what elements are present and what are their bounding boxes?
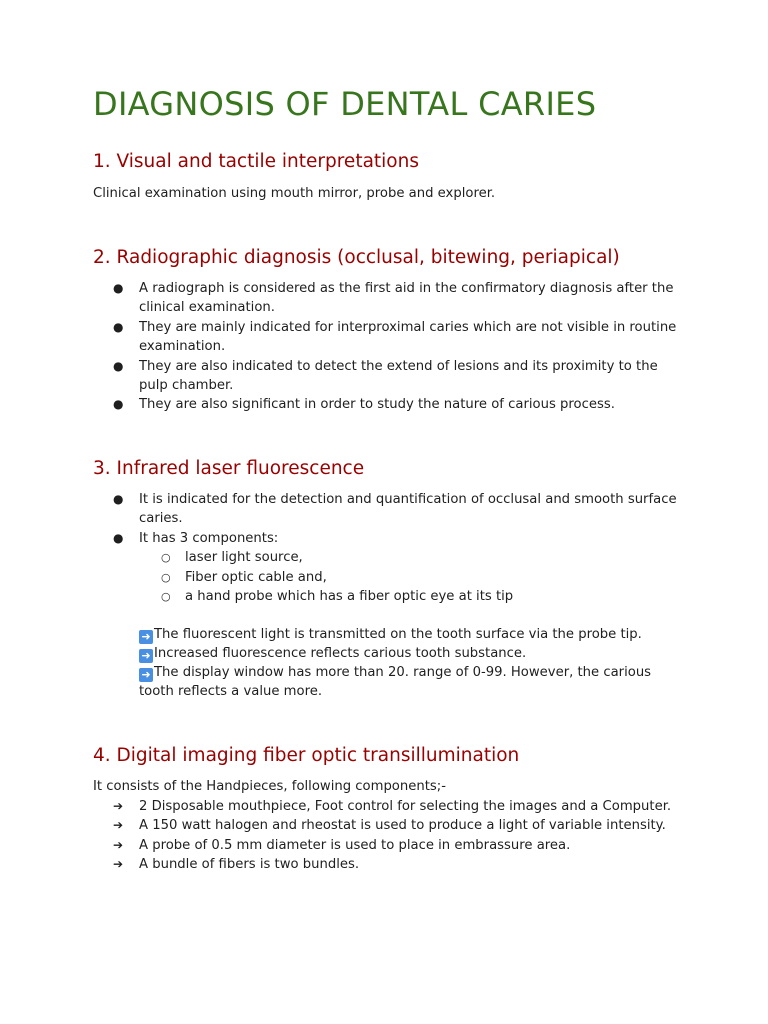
- right-arrow-emoji-icon: ➜: [139, 649, 153, 663]
- hollow-bullet-icon: ○: [161, 551, 171, 565]
- section-heading-visual-tactile: 1. Visual and tactile interpretations: [93, 151, 419, 172]
- arrow-bullet-list: [93, 797, 683, 875]
- bullet-icon: ●: [113, 530, 124, 545]
- right-arrow-emoji-icon: ➜: [139, 630, 153, 644]
- sub-list-item: ○ laser light source,: [139, 548, 683, 567]
- list-item: ➔ A probe of 0.5 mm diameter is used to place in embrassure area.: [93, 836, 683, 855]
- list-item: ● They are also significant in order to study the nature of carious process.: [93, 395, 683, 414]
- sub-bullet-list: [139, 548, 683, 606]
- bullet-icon: ●: [113, 397, 124, 412]
- sub-list-item: ○ a hand probe which has a fiber optic eye at its tip: [139, 587, 683, 606]
- list-item: ➔ A 150 watt halogen and rheostat is used to produce a light of variable intensity.: [93, 816, 683, 835]
- arrow-note: ➜ The fluorescent light is transmitted on the tooth surface via the probe tip.: [139, 625, 679, 644]
- arrow-note: ➜ Increased fluorescence reflects carious tooth substance.: [139, 644, 679, 663]
- hollow-bullet-icon: ○: [161, 570, 171, 584]
- bullet-list-infrared: [93, 490, 683, 606]
- bullet-icon: ●: [113, 319, 124, 334]
- arrow-bullet-icon: ➔: [113, 857, 124, 872]
- list-item: ● It has 3 components: ○ laser light source, ○ Fiber optic cable and, ○ a hand probe which has a fiber optic eye at its tip: [93, 529, 683, 607]
- document-title: DIAGNOSIS OF DENTAL CARIES: [93, 85, 597, 123]
- arrow-bullet-icon: ➔: [113, 799, 124, 813]
- arrow-note: ➜ The display window has more than 20. range of 0-99. However, the carious tooth reflects a value more.: [139, 665, 652, 700]
- section-heading-infrared: 3. Infrared laser fluorescence: [93, 458, 365, 479]
- list-item: ● It is indicated for the detection and quantification of occlusal and smooth surface caries.: [113, 492, 677, 527]
- section-heading-digital-imaging: 4. Digital imaging fiber optic transillumination: [93, 745, 520, 766]
- bullet-list-radiographic: [93, 279, 683, 415]
- list-item: ● A radiograph is considered as the first aid in the confirmatory diagnosis after the clinical examination.: [113, 281, 674, 316]
- bullet-icon: ●: [113, 281, 124, 295]
- section-paragraph: Clinical examination using mouth mirror, probe and explorer.: [93, 186, 496, 201]
- section-paragraph: It consists of the Handpieces, following components;-: [93, 779, 446, 794]
- right-arrow-emoji-icon: ➜: [139, 668, 153, 682]
- list-item: ➔ 2 Disposable mouthpiece, Foot control for selecting the images and a Computer.: [93, 797, 683, 816]
- list-item: ● They are also indicated to detect the extend of lesions and its proximity to the pulp chamber.: [113, 358, 658, 394]
- arrow-bullet-icon: ➔: [113, 818, 124, 833]
- hollow-bullet-icon: ○: [161, 590, 171, 604]
- bullet-icon: ●: [113, 358, 124, 373]
- sub-list-item: ○ Fiber optic cable and,: [139, 568, 683, 587]
- list-item: ● They are mainly indicated for interproximal caries which are not visible in routine examination.: [113, 319, 677, 355]
- list-item: ➔ A bundle of fibers is two bundles.: [93, 855, 683, 874]
- bullet-icon: ●: [113, 492, 124, 506]
- arrow-bullet-icon: ➔: [113, 837, 124, 852]
- section-heading-radiographic: 2. Radiographic diagnosis (occlusal, bitewing, periapical): [93, 247, 620, 268]
